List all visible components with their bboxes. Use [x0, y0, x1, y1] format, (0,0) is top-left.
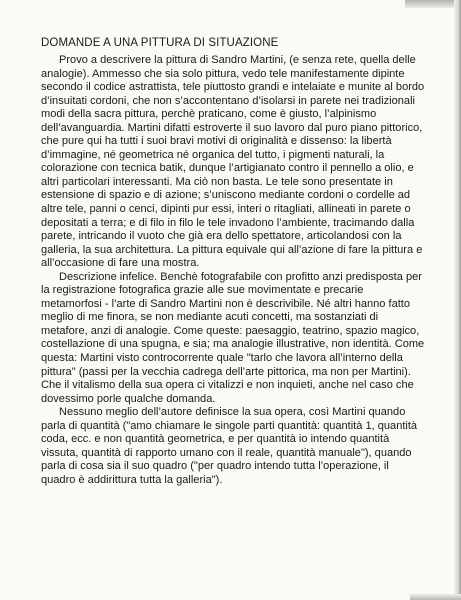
- article-body: [41, 37, 425, 488]
- paragraph-1: Provo a descrivere la pittura di Sandro Martini, (e senza rete, quella delle analogie). Ammesso che sia solo pittura, vedo tele manifestamente dipinte secondo il codice astrattista, tele piuttosto grandi e intelaiate e munite al bordo d’insuitati cordoni, che non s’accontentano d’isolarsi in parete nei tradizionali modi della sacra pittura, perchè praticano, come è giusto, l’alpinismo dell’avanguardia. Martini difatti estroverte il suo lavoro dal puro piano pittorico, che pure qui ha tutti i suoi bravi motivi di originalità e dissenso: la libertà d’immagine, né geometrica né organica del tutto, i pigmenti naturali, la colorazione con tecnica batik, dunque l’artigianato contro il pennello a olio, e altri particolari interessanti. Ma ciò non basta. Le tele sono presentate in estensione di spazio e di azione; s’uniscono mediante cordoni o cordelle ad altre tele, panni o cenci, dipinti pur essi, interi o ritagliati, allineati in parete o depositati a terra; e di filo in filo le tele invadono l’ambiente, tracimando dalla parete, intricando il vuoto che già era dello spettatore, articolandosi con la galleria, la sua architettura. La pittura equivale qui all’azione di fare la pittura e all’occasione di fare una mostra.: [41, 54, 425, 270]
- page-edge-shadow-bottom: [410, 594, 461, 600]
- page-edge-shadow-right: [454, 0, 461, 600]
- article-title: DOMANDE A UNA PITTURA DI SITUAZIONE: [41, 37, 279, 49]
- paragraph-3: Nessuno meglio dell’autore definisce la sua opera, così Martini quando parla di quantità ("amo chiamare le singole parti quantità: quantità 1, quantità coda, ecc. e non quantità geometrica, e per quantità io intendo quantità vissuta, quantità di rapporto umano con il reale, quantità manuale"), quando parla di cosa sia il suo quadro ("per quadro intendo tutta l’operazione, il quadro è addirittura tutta la galleria").: [41, 406, 418, 486]
- paragraph-2: Descrizione infelice. Benchè fotografabile con profitto anzi predisposta per la registrazione fotografica grazie alle sue movimentate e precarie metamorfosi - l’arte di Sandro Martini non è descrivibile. Né altri hanno fatto meglio di me finora, se non mediante acuti concetti, ma sostanziati di metafore, anzi di analogie. Come queste: paesaggio, teatrino, spazio magico, costellazione di una spugna, e sia; ma analogie illustrative, non identità. Come questa: Martini visto controcorrente quale "tarlo che lavora all’interno della pittura" (passi per la vecchia cadrega dell’arte pittorica, ma non per Martini). Che il vitalismo della sua opera ci vitalizzi e non inquieti, anche nel caso che dovessimo porle qualche domanda.: [41, 270, 425, 405]
- page-edge-shadow-top: [405, 0, 461, 8]
